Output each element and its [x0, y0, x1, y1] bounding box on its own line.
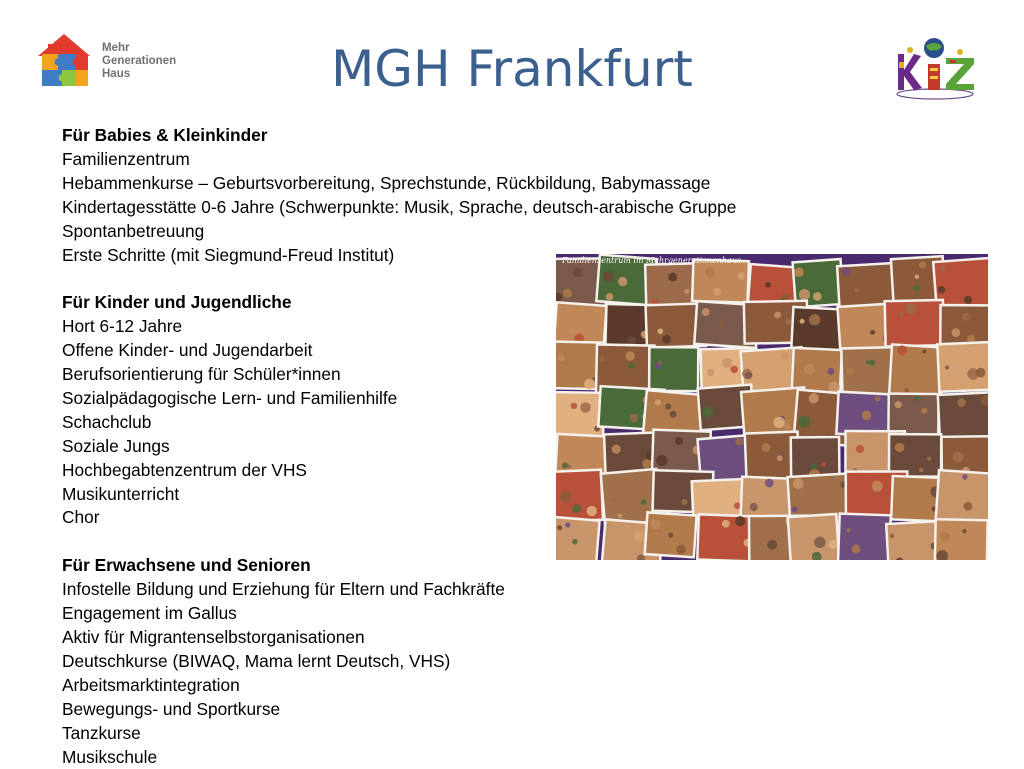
collage-photo	[934, 518, 988, 560]
section-heading: Für Kinder und Jugendliche	[62, 292, 292, 313]
section-heading: Für Babies & Kleinkinder	[62, 125, 268, 145]
list-item: Familienzentrum	[62, 148, 190, 169]
collage-photo	[786, 513, 840, 560]
collage-photo	[936, 341, 988, 393]
collage-photo	[556, 391, 605, 439]
list-item: Engagement im Gallus	[62, 603, 237, 624]
collage-photo	[837, 512, 892, 560]
collage-photo	[691, 258, 750, 304]
collage-photo	[643, 511, 698, 559]
list-item: Musikschule	[62, 746, 158, 767]
list-item: Sozialpädagogische Lern- und Familienhilfe	[62, 387, 398, 408]
collage-photo	[696, 513, 756, 560]
collage-photo	[648, 346, 700, 392]
list-item: Musikunterricht	[62, 483, 180, 504]
list-item: Chor	[62, 507, 100, 528]
list-item: Erste Schritte (mit Siegmund-Freud Institut)	[62, 244, 395, 265]
logo-text-line: Generationen	[102, 55, 177, 67]
list-item: Spontanbetreuung	[62, 220, 205, 241]
list-item: Tanzkurse	[62, 722, 141, 743]
list-item: Arbeitsmarktintegration	[62, 674, 240, 695]
list-item: Bewegungs- und Sportkurse	[62, 698, 281, 719]
collage-caption: Familienzentrum im Mehrgenerationenhaus	[562, 256, 742, 265]
collage-photos	[556, 254, 988, 560]
collage-photo	[936, 391, 988, 442]
collage-photo	[934, 469, 988, 526]
list-item: Soziale Jungs	[62, 435, 170, 456]
logo-text-line: Mehr	[102, 42, 130, 54]
list-item: Infostelle Bildung und Erziehung für Eltern und Fachkräfte	[62, 579, 505, 600]
list-item: Offene Kinder- und Jugendarbeit	[62, 340, 313, 361]
list-item: Hebammenkurse – Geburtsvorbereitung, Sprechstunde, Rückbildung, Babymassage	[62, 172, 711, 193]
list-item: Kindertagesstätte 0-6 Jahre (Schwerpunkte: Musik, Sprache, deutsch-arabische Gruppe	[62, 196, 737, 217]
collage-photo	[885, 520, 942, 560]
logo-text-line: Haus	[102, 68, 131, 80]
list-item: Deutschkurse (BIWAQ, Mama lernt Deutsch, VHS)	[62, 650, 451, 671]
list-item: Berufsorientierung für Schüler*innen	[62, 364, 341, 385]
slide-title: MGH Frankfurt	[331, 40, 693, 98]
list-item: Hort 6-12 Jahre	[62, 316, 183, 337]
list-item: Schachclub	[62, 411, 152, 432]
collage-photo	[883, 299, 945, 348]
section-heading: Für Erwachsene und Senioren	[62, 555, 311, 576]
list-item: Hochbegabtenzentrum der VHS	[62, 459, 307, 480]
kiz-emblem-icon	[890, 36, 980, 102]
collage-photo	[556, 468, 604, 523]
collage-photo	[556, 515, 601, 560]
photo-collage	[556, 254, 988, 560]
list-item: Aktiv für Migrantenselbstorganisationen	[62, 627, 365, 647]
kiz-logo	[890, 36, 980, 102]
